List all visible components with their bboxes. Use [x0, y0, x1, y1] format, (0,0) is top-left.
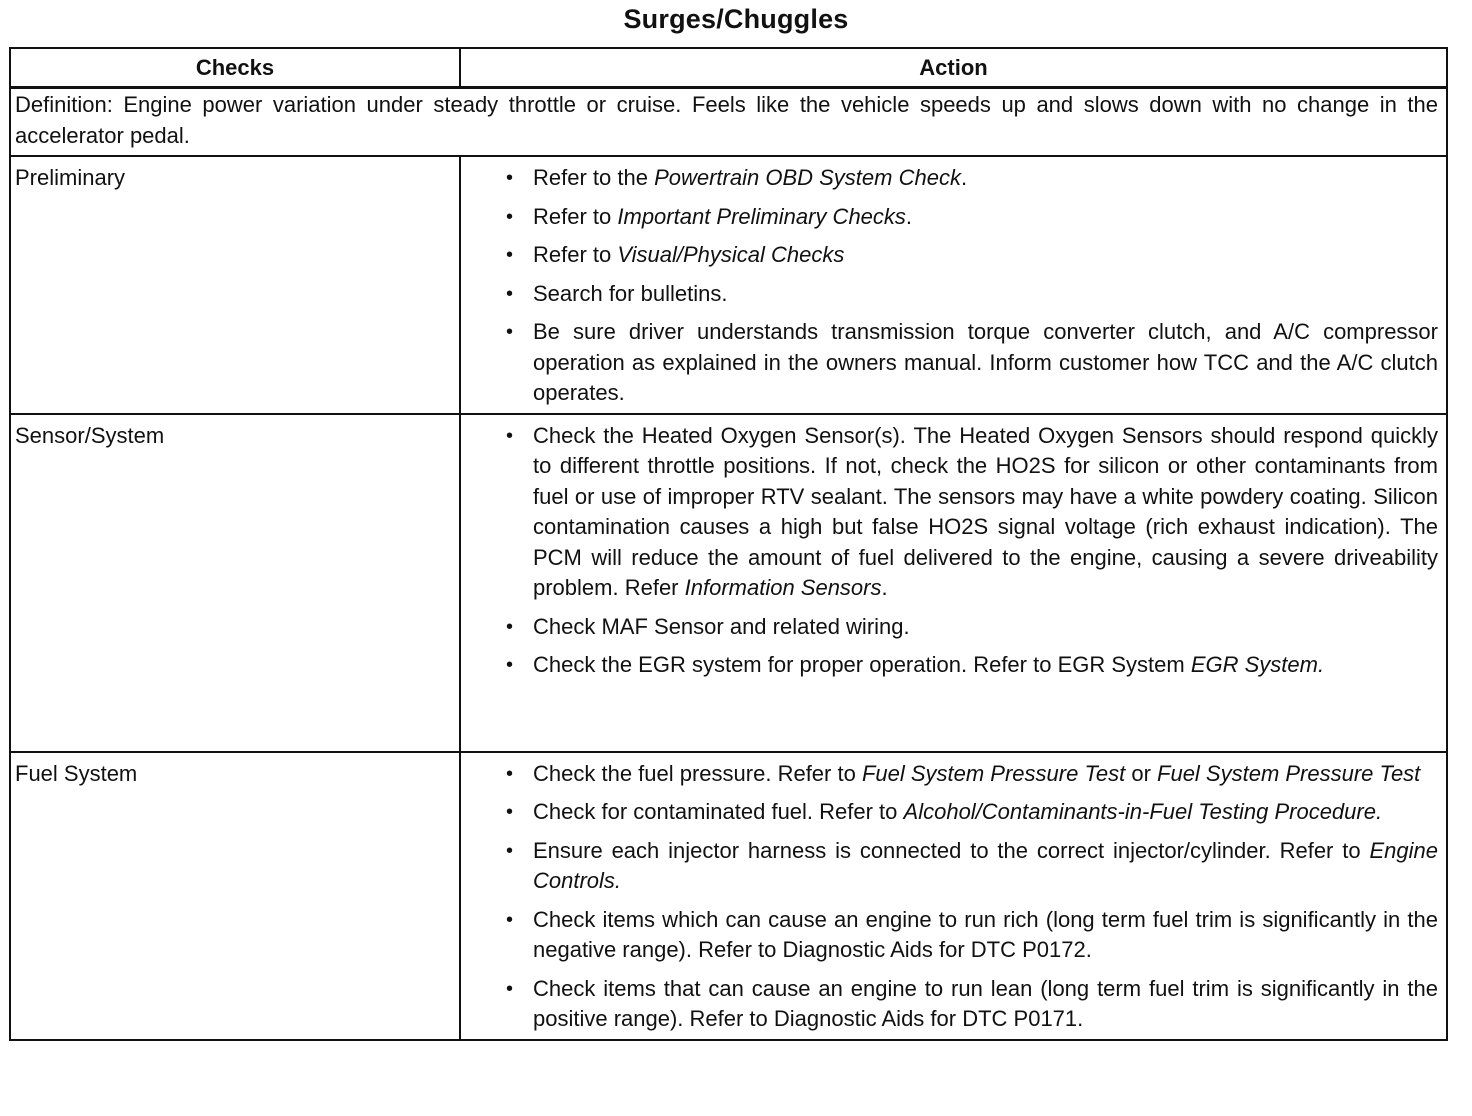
action-list [461, 753, 1446, 1039]
checks-table [9, 47, 1448, 1041]
bullet-icon: • [506, 615, 514, 638]
page-title: Surges/Chuggles [623, 4, 849, 34]
table-row [10, 752, 1447, 1040]
checks-column-header: Checks [10, 48, 460, 88]
list-item: • Check for contaminated fuel. Refer to Alcohol/Contaminants-in-Fuel Testing Procedure. [533, 797, 1438, 828]
action-column-header: Action [460, 48, 1447, 88]
check-label: Preliminary [10, 156, 460, 414]
list-item: • Check items which can cause an engine to run rich (long term fuel trim is significantly in the negative range). Refer to Diagnostic Aids for DTC P0172. [506, 906, 1438, 962]
action-list [461, 415, 1446, 685]
definition-text: Definition: Engine power variation under steady throttle or cruise. Feels like the vehicle speeds up and slows down with no change in the accelerator pedal. [10, 88, 1447, 157]
bullet-icon: • [506, 801, 514, 823]
list-item: • Refer to Important Preliminary Checks. [533, 202, 1438, 233]
check-label: Fuel System [10, 752, 460, 1040]
list-item: • Refer to Visual/Physical Checks [533, 240, 1438, 271]
action-cell [460, 414, 1447, 752]
bullet-icon: • [506, 167, 514, 189]
bullet-icon: • [506, 839, 514, 862]
header-row [10, 48, 1447, 88]
list-item: • Check the Heated Oxygen Sensor(s). The Heated Oxygen Sensors should respond quickly to different throttle positions. If not, check the HO2S for silicon or other contaminants from fuel or use of improper RTV sealant. The sensors may have a white powdery coating. Silicon contamination causes a high but false HO2S signal voltage (rich exhaust indication). The PCM will reduce the amount of fuel delivered to the engine, causing a severe driveability problem. Refer Information Sensors. [506, 422, 1438, 600]
list-item: • Search for bulletins. [533, 279, 1438, 310]
list-item: • Be sure driver understands transmission torque converter clutch, and A/C compressor operation as explained in the owners manual. Inform customer how TCC and the A/C clutch operates. [506, 319, 1438, 405]
table-row [10, 414, 1447, 752]
list-item: • Ensure each injector harness is connected to the correct injector/cylinder. Refer to Engine Controls. [506, 837, 1438, 893]
table-row [10, 156, 1447, 414]
bullet-icon: • [506, 244, 514, 266]
list-item: • Check the EGR system for proper operation. Refer to EGR System EGR System. [533, 650, 1438, 681]
action-cell [460, 752, 1447, 1040]
action-list [461, 157, 1446, 413]
bullet-icon: • [506, 977, 514, 1000]
list-item: • Check MAF Sensor and related wiring. [533, 612, 1438, 643]
bullet-icon: • [506, 205, 514, 228]
bullet-icon: • [506, 282, 514, 305]
bullet-icon: • [506, 908, 514, 931]
check-label: Sensor/System [10, 414, 460, 752]
list-item: • Check items that can cause an engine to run lean (long term fuel trim is significantly in the positive range). Refer to Diagnostic Aids for DTC P0171. [506, 975, 1438, 1031]
action-cell [460, 156, 1447, 414]
bullet-icon: • [506, 654, 514, 676]
list-item: • Check the fuel pressure. Refer to Fuel System Pressure Test or Fuel System Pressure Test [533, 759, 1438, 790]
list-item: • Refer to the Powertrain OBD System Check. [533, 163, 1438, 194]
bullet-icon: • [506, 424, 514, 447]
bullet-icon: • [506, 762, 514, 785]
bullet-icon: • [506, 321, 514, 343]
definition-row [10, 88, 1447, 157]
